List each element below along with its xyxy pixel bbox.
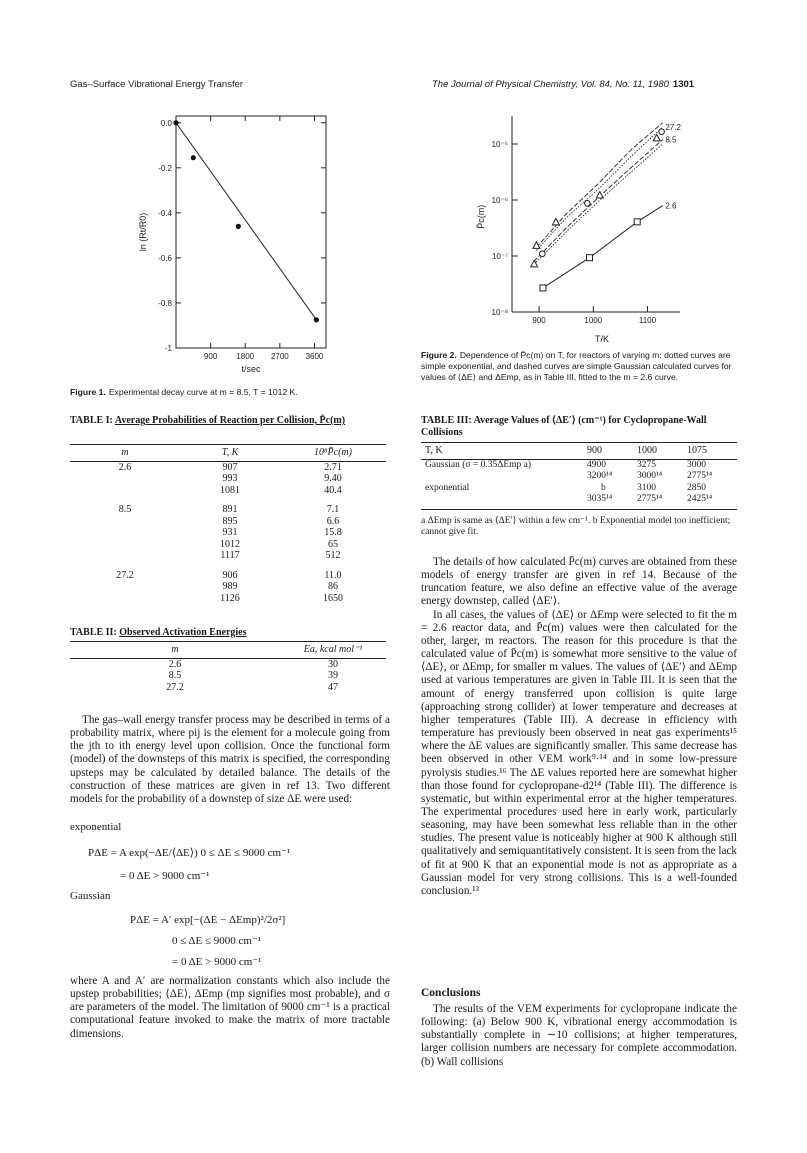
table-row [421, 459, 737, 471]
paragraph-text: The details of how calculated P̄c(m) curves are obtained from these models of energy transfer are given in ref 14. Because of the truncation feature, we also define an effective value of the average energy downstep, called ⟨ΔE′⟩. [421, 556, 737, 608]
figure-2-caption-text: Dependence of P̄c(m) on T, for reactors of varying m: dotted curves are simple exponential, and dashed curves are simple Gaussian calculated curves for values of ⟨ΔE⟩ and ΔEmp, as in Table III, fitted to the m = 2.6 curve. [421, 350, 732, 382]
table-cell: 2775¹⁴ [687, 471, 713, 481]
equation-exp-2: = 0 ΔE > 9000 cm⁻¹ [120, 870, 210, 882]
data-point-triangle [653, 134, 660, 141]
data-point [314, 317, 319, 322]
data-point-circle [585, 201, 591, 207]
table-1-header-m: m [70, 445, 180, 462]
data-point-circle [540, 251, 546, 257]
table-3-title [421, 415, 737, 439]
equation-gauss-2: 0 ≤ ΔE ≤ 9000 cm⁻¹ [172, 935, 262, 947]
table-3-header-1075: 1075 [687, 443, 737, 460]
x-axis-label: t/sec [241, 364, 261, 374]
journal-citation: The Journal of Physical Chemistry, Vol. 84, No. 11, 1980 [432, 79, 669, 90]
table-1-title-text: Average Probabilities of Reaction per Collision, P̄c(m) [114, 415, 346, 426]
x-tick-label: 3600 [305, 352, 324, 361]
table-3-prefix: TABLE III: [421, 415, 472, 426]
table-cell-m [70, 581, 180, 593]
table-3-rule [421, 509, 737, 510]
table-2-title-text: Observed Activation Energies [119, 627, 247, 638]
fit-line [176, 123, 316, 320]
table-row [421, 494, 737, 506]
table-cell-t: 891 [222, 504, 238, 515]
y-tick-label: -1 [164, 344, 172, 353]
y-tick-label: 10⁻⁵ [491, 140, 508, 149]
table-cell-m [70, 473, 180, 485]
figure-2 [470, 112, 720, 344]
table-cell: 2425¹⁴ [687, 494, 713, 504]
table-2-title [70, 627, 390, 639]
data-point-square [540, 285, 546, 291]
table-cell-pc: 7.1 [326, 504, 340, 515]
table-cell-t: 931 [222, 527, 238, 538]
left-paragraph-2 [70, 975, 390, 1041]
y-axis-label: P̄c(m) [476, 204, 486, 229]
table-cell-t: 1126 [220, 592, 240, 604]
table-cell-m [70, 539, 180, 551]
x-tick-label: 1000 [584, 316, 603, 325]
calc-curve-27-2-gaussian [536, 123, 662, 248]
table-cell-m: 8.5 [118, 504, 132, 515]
table-cell-pc: 512 [325, 550, 341, 561]
table-cell-pc: 65 [328, 538, 338, 550]
right-column-text [421, 556, 737, 898]
y-tick-label: 10⁻⁷ [491, 252, 508, 261]
data-point-circle [659, 129, 665, 135]
table-row [70, 593, 386, 605]
data-point-square [634, 219, 640, 225]
table-3-header-1000: 1000 [637, 443, 687, 460]
table-3-footnote: a ΔEmp is same as ⟨ΔE′⟩ within a few cm⁻¹. b Exponential model too inefficient; cannot give fit. [421, 516, 731, 537]
table-row [70, 562, 386, 582]
table-row [70, 581, 386, 593]
x-tick-label: 2700 [270, 352, 289, 361]
gaussian-label: Gaussian [70, 890, 111, 902]
table-1-prefix: TABLE I: [70, 415, 113, 426]
left-paragraph-1 [70, 714, 390, 806]
paragraph-text: The results of the VEM experiments for cyclopropane indicate the following: (a) Below 900 K, vibrational energy accommodation is substantially complete in ∼10 collisions; at higher temperatures, larger collision numbers are necessary for complete accommodation. (b) Wall collisions [421, 1003, 737, 1068]
table-cell-pc: 6.6 [326, 515, 340, 527]
paragraph-text: The gas–wall energy transfer process may be described in terms of a probability matrix, where pij is the element for a molecule going from the jth to ith energy level upon collision. Once the functional form (model) of the downsteps of this matrix is specified, the corresponding upsteps may be calculated by detailed balance. The details of the construction of these matrices are given in ref 13. Two different models for the probability of a downstep of size ΔE were used: [70, 714, 390, 805]
table-cell: 47 [328, 681, 338, 693]
table-3-header-900: 900 [587, 443, 637, 460]
y-tick-label: -0.8 [158, 298, 172, 308]
table-cell-pc: 2.71 [324, 461, 342, 473]
table-cell: 3100 [637, 482, 656, 493]
table-cell: 8.5 [168, 670, 182, 681]
equation-exp-1: PΔE = A exp(−ΔE/⟨ΔE⟩) 0 ≤ ΔE ≤ 9000 cm⁻¹ [88, 847, 291, 859]
figure-1-caption-text: Experimental decay curve at m = 8.5, T = 1012 K. [108, 387, 298, 397]
table-1 [70, 444, 386, 604]
table-row [70, 516, 386, 528]
table-cell-t: 989 [222, 581, 238, 592]
table-cell-m [70, 550, 180, 562]
paragraph-text: In all cases, the values of ⟨ΔE⟩ or ΔEmp were selected to fit the m = 2.6 reactor data, and P̄c(m) values were then calculated for the other, larger, m reactors. The reason for this procedure is that the calculated value of P̄c(m) is somewhat more sensitive to the value of ⟨ΔE⟩, or ΔEmp, for smaller m values. The values of ⟨ΔE′⟩ and ΔEmp used at various temperatures are given in Table III. It is seen that the amount of energy transferred upon collision is quite large (approaching strong collider) at lower temperature and decreases at higher temperatures (Table III). A decrease in efficiency with temperature has previously been observed in neat gas experiments¹⁵ where the ΔE values are significantly smaller. This same decrease has been observed in other VEM work⁹·¹⁴ and in some low-pressure pyrolysis studies.¹⁶ The ΔE values reported here are somewhat higher than those found for cyclopropane-d2¹⁴ (Table III). The difference is systematic, but within experimental error at the higher temperatures. The experimental procedures used here in early work, particularly seasoning, may have been somewhat less reliable than in the other studies. The present value is noticeably higher at 900 K although still qualitatively and semiquantitatively consistent. It is seen from the lack of fit at 900 K that an exponential mode is not as appropriate as a Gaussian model for very strong collisions. This is a well-founded conclusion.¹³ [421, 608, 737, 897]
table-cell-m: 2.6 [118, 461, 132, 473]
y-tick-label: -0.4 [158, 208, 172, 218]
table-2 [70, 641, 386, 693]
page-number: 1301 [672, 79, 695, 90]
table-row [70, 473, 386, 485]
table-2-prefix: TABLE II: [70, 627, 117, 638]
figure-1-caption [70, 387, 400, 398]
table-cell-t: 906 [222, 569, 238, 581]
curve-label-27-2: 27.2 [665, 123, 681, 133]
table-1-title [70, 415, 390, 427]
x-tick-label: 1100 [638, 316, 657, 325]
table-1-header-pc: 10⁸P̄c(m) [280, 445, 386, 462]
table-row [70, 461, 386, 473]
data-point-triangle [552, 218, 559, 225]
table-cell: 3035¹⁴ [587, 494, 613, 504]
data-point [236, 224, 241, 229]
table-cell: 3000 [687, 459, 706, 470]
x-tick-label: 900 [203, 352, 218, 361]
table-cell-pc: 86 [328, 581, 338, 592]
table-cell: b [601, 482, 606, 493]
table-cell: 4900 [587, 459, 606, 470]
figure-1 [128, 110, 358, 372]
table-row [70, 682, 386, 694]
table-row [70, 658, 386, 670]
table-cell-t: 895 [222, 515, 238, 527]
table-cell: 2.6 [168, 658, 182, 670]
figure-1-label: Figure 1. [70, 387, 106, 397]
y-axis-label: ln (Rt/R0) [138, 212, 148, 252]
table-cell-t: 1081 [220, 484, 240, 496]
table-cell-pc: 1650 [323, 592, 343, 604]
y-tick-label: -0.2 [158, 163, 172, 173]
x-axis-label: T/K [594, 334, 610, 344]
table-cell: Gaussian (σ = 0.35ΔEmp a) [425, 459, 532, 470]
y-tick-label: 10⁻⁶ [491, 196, 508, 205]
table-cell: exponential [425, 482, 470, 493]
table-row [70, 550, 386, 562]
table-1-header-t: T, K [180, 445, 280, 462]
table-cell-t: 907 [222, 461, 238, 473]
table-cell-t: 1012 [220, 538, 240, 550]
y-tick-label: 10⁻⁸ [491, 308, 508, 317]
table-row [70, 670, 386, 682]
data-point-square [586, 255, 592, 261]
table-cell-m [70, 516, 180, 528]
table-3-title-text: Average Values of ⟨ΔE′⟩ (cm⁻¹) for Cyclopropane-Wall Collisions [421, 415, 707, 438]
table-cell-t: 993 [222, 473, 238, 484]
exponential-label: exponential [70, 821, 122, 833]
table-row [421, 483, 737, 495]
equation-gauss-3: = 0 ΔE > 9000 cm⁻¹ [172, 956, 262, 968]
table-2-header-ea: Ea, kcal mol⁻¹ [280, 642, 386, 659]
plot-frame [176, 116, 326, 348]
table-cell-m [70, 593, 180, 605]
table-cell: 3000¹⁴ [637, 471, 663, 481]
curve-label-2-6: 2.6 [665, 201, 677, 211]
table-row [70, 527, 386, 539]
table-cell-pc: 11.0 [324, 569, 342, 581]
equation-gauss-1: PΔE = A′ exp[−(ΔE − ΔEmp)²/2σ²] [130, 914, 286, 926]
figure-2-chart [470, 112, 720, 344]
figure-2-label: Figure 2. [421, 350, 457, 360]
table-cell-m [70, 485, 180, 497]
table-cell: 27.2 [166, 681, 184, 693]
table-cell-t: 1117 [220, 550, 240, 561]
data-point [191, 155, 196, 160]
table-cell-pc: 15.8 [324, 527, 342, 538]
calc-curve-8-5-exponential [534, 144, 663, 264]
calc-curve-8-5-gaussian [534, 140, 663, 262]
table-cell [421, 471, 587, 483]
table-row [421, 471, 737, 483]
data-point [173, 120, 178, 125]
figure-1-chart [128, 110, 358, 372]
table-cell-m [70, 527, 180, 539]
table-2-header-m: m [70, 642, 280, 659]
table-row [70, 485, 386, 497]
table-cell: 2775¹⁴ [637, 494, 663, 504]
table-cell-m: 27.2 [116, 569, 134, 581]
conclusions-heading: Conclusions [421, 987, 481, 999]
y-tick-label: 0.0 [160, 118, 172, 128]
series-2-6-line [543, 206, 663, 288]
running-header-right [432, 79, 694, 90]
table-cell: 2850 [687, 482, 706, 493]
calc-curve-27-2-exponential [536, 127, 662, 250]
table-cell [421, 494, 587, 506]
running-header-left: Gas–Surface Vibrational Energy Transfer [70, 79, 244, 90]
table-cell-pc: 40.4 [324, 484, 342, 496]
table-cell: 3275 [637, 459, 656, 470]
table-row [70, 539, 386, 551]
table-3 [421, 442, 737, 506]
y-tick-label: -0.6 [158, 253, 172, 263]
table-cell: 30 [328, 658, 338, 670]
x-tick-label: 900 [532, 316, 546, 325]
conclusions-paragraph [421, 1003, 737, 1069]
table-row [70, 496, 386, 516]
table-cell: 3200¹⁴ [587, 471, 613, 481]
figure-2-caption [421, 350, 737, 383]
curve-label-8-5: 8.5 [665, 135, 677, 145]
paragraph-text: where A and A′ are normalization constants which also include the upstep probabilities; ⟨ΔE⟩, ΔEmp (mp signifies most probable), and σ are parameters of the model. The limitation of 9000 cm⁻¹ is a practical computational feature invoked to make the matrix of more tractable dimensions. [70, 975, 390, 1040]
table-3-header-t: T, K [421, 443, 587, 460]
table-cell: 39 [328, 670, 338, 681]
table-cell-pc: 9.40 [324, 473, 342, 484]
x-tick-label: 1800 [236, 352, 255, 361]
data-point-triangle [596, 192, 603, 199]
